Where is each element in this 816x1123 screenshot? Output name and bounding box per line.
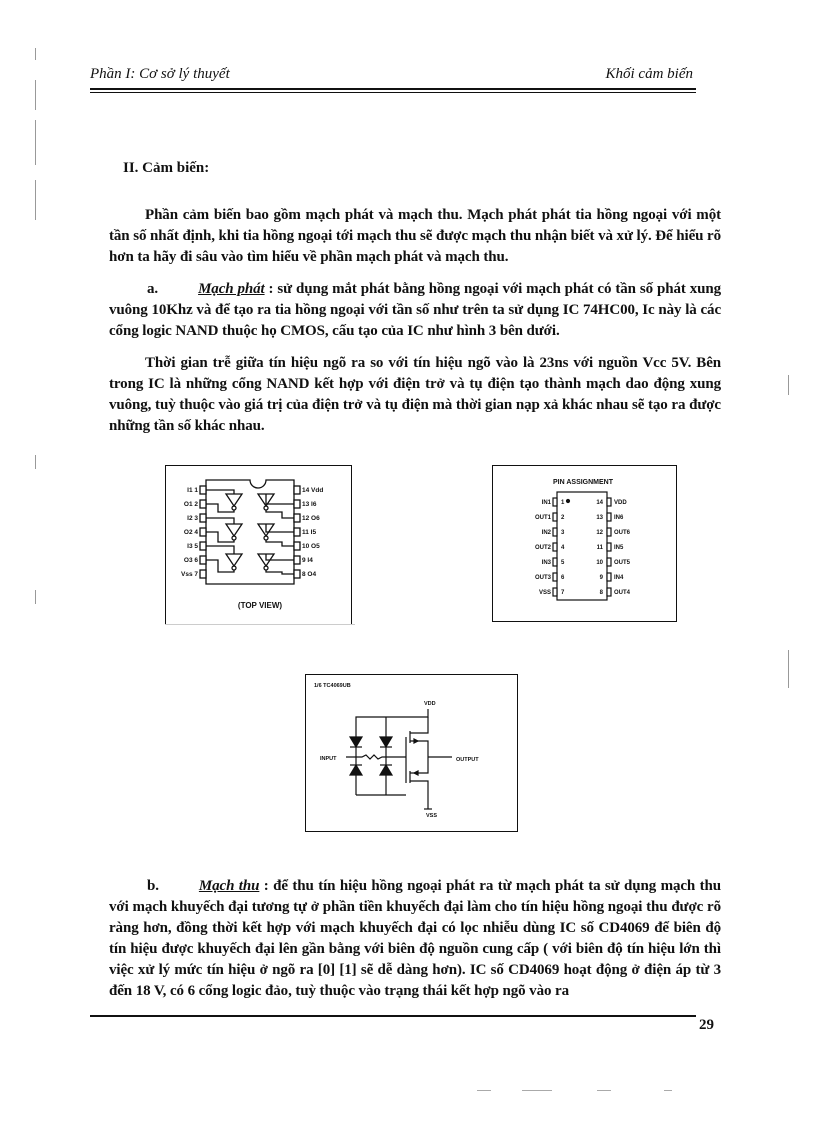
svg-text:14: 14 — [596, 500, 603, 506]
svg-text:IN2: IN2 — [541, 530, 551, 536]
svg-text:IN6: IN6 — [614, 515, 624, 521]
output-label: OUTPUT — [456, 757, 479, 763]
pin-label: 14 Vdd — [302, 487, 324, 494]
scan-line — [597, 1090, 611, 1091]
svg-text:OUT3: OUT3 — [534, 575, 551, 581]
paragraph-intro: Phần cảm biến bao gồm mạch phát và mạch thu. Mạch phát phát tia hồng ngoại với một tần số nhất định, khi tia hồng ngoại tới mạch thu sẽ được mạch thu nhận biết và xử lý. Để hiểu rõ hơn ta hãy đi sâu vào tìm hiểu về phần mạch phát và mạch thu. — [109, 207, 721, 265]
svg-text:12: 12 — [596, 530, 603, 536]
svg-text:11: 11 — [596, 545, 603, 551]
pin-label: O1 2 — [183, 501, 198, 508]
svg-text:OUT4: OUT4 — [614, 590, 631, 596]
svg-text:10: 10 — [596, 560, 603, 566]
pin-label: Vss 7 — [181, 571, 198, 578]
scan-line — [522, 1090, 552, 1091]
figure-caption: (TOP VIEW) — [237, 601, 283, 610]
pin-label: 10 O5 — [302, 543, 320, 550]
paragraph-a: a. Mạch phát : sử dụng mắt phát bằng hồng ngoại với mạch phát có tần số phát xung vuông 10Khz và để tạo ra tia hồng ngoại với tần số như trên ta sử dụng IC 74HC00, Ic này là các cổng logic NAND thuộc họ CMOS, cấu tạo của IC như hình 3 bên dưới. — [109, 281, 721, 339]
svg-text:9: 9 — [599, 575, 603, 581]
scan-margin-line — [35, 180, 36, 220]
figure-inverter-schematic — [305, 674, 518, 832]
svg-text:IN1: IN1 — [541, 500, 551, 506]
scan-margin-line — [788, 375, 789, 395]
svg-text:5: 5 — [561, 560, 565, 566]
svg-text:7: 7 — [561, 590, 565, 596]
pin-label: I1 1 — [187, 487, 198, 494]
scan-line — [477, 1090, 491, 1091]
pin-label: O2 4 — [183, 529, 198, 536]
paragraph-delay: Thời gian trễ giữa tín hiệu ngõ ra so với tín hiệu ngõ vào là 23ns với nguồn Vcc 5V. Bên trong IC là những cổng NAND kết hợp với điện trở và tụ điện tạo thành mạch dao động xung vuông, tuỳ thuộc vào giá trị của điện trở và tụ điện mà thời gian nạp xả khác nhau sẽ tạo ra được những tần số khác nhau. — [109, 355, 721, 434]
section-title: II. Cảm biến: — [123, 160, 210, 176]
pin-label: O3 6 — [183, 557, 198, 564]
page-number: 29 — [699, 1017, 714, 1033]
figure-pin-assignment — [492, 465, 677, 622]
figure-ic-top-view — [165, 465, 352, 625]
header-left: Phần I: Cơ sở lý thuyết — [90, 66, 230, 82]
pin-label: 9 I4 — [302, 557, 313, 564]
svg-text:VDD: VDD — [614, 500, 627, 506]
pin-assignment-title: PIN ASSIGNMENT — [552, 479, 614, 486]
schematic-title: 1/6 TC4069UB — [314, 683, 351, 689]
svg-text:1: 1 — [561, 500, 565, 506]
scan-margin-line — [35, 590, 36, 604]
svg-text:13: 13 — [596, 515, 603, 521]
scan-line — [165, 624, 355, 625]
svg-text:OUT6: OUT6 — [614, 530, 631, 536]
svg-text:2: 2 — [561, 515, 565, 521]
pin-label: 11 I5 — [302, 529, 317, 536]
svg-text:IN5: IN5 — [614, 545, 624, 551]
svg-text:6: 6 — [561, 575, 565, 581]
pin-label: 12 O6 — [302, 515, 320, 522]
pin-label: I3 5 — [187, 543, 198, 550]
svg-text:8: 8 — [599, 590, 603, 596]
scan-margin-line — [35, 80, 36, 110]
svg-text:OUT1: OUT1 — [534, 515, 551, 521]
header-rule-thin — [90, 92, 696, 93]
svg-text:VSS: VSS — [538, 590, 551, 596]
svg-text:IN4: IN4 — [614, 575, 624, 581]
pin-label: 13 I6 — [302, 501, 317, 508]
svg-text:4: 4 — [561, 545, 565, 551]
scan-margin-line — [788, 650, 789, 688]
scan-margin-line — [35, 455, 36, 469]
svg-text:IN3: IN3 — [541, 560, 551, 566]
header-right: Khối cảm biến — [605, 66, 693, 82]
footer-rule — [90, 1015, 696, 1017]
scan-line — [664, 1090, 672, 1091]
pin-label: I2 3 — [187, 515, 198, 522]
vdd-label: VDD — [424, 701, 436, 707]
svg-text:OUT2: OUT2 — [534, 545, 551, 551]
vss-label: VSS — [426, 813, 438, 819]
svg-text:3: 3 — [561, 530, 565, 536]
pin-label: 8 O4 — [302, 571, 317, 578]
svg-text:OUT5: OUT5 — [614, 560, 631, 566]
header-rule — [90, 88, 696, 90]
scan-margin-line — [35, 120, 36, 165]
input-label: INPUT — [320, 756, 337, 762]
term-mach-thu: Mạch thu — [198, 878, 260, 894]
paragraph-b: b. Mạch thu : để thu tín hiệu hồng ngoại phát ra từ mạch phát ta sử dụng mạch thu với mạch khuyếch đại tương tự ở phần tiền khuyếch đại làm cho tín hiệu hồng ngoại thu được rõ ràng hơn, đồng thời kết hợp với mạch khuyếch đại có lọc nhiễu dùng IC số CD4069 để biên độ tín hiệu được khuyếch đại lên gần bằng với biên độ nguồn cung cấp ( với biên độ tín hiệu lớn thì việc xử lý mức tín hiệu ở ngõ ra [0] [1] sẽ dễ dàng hơn). IC số CD4069 hoạt động ở điện áp từ 3 đến 18 V, có 6 cổng logic đảo, tuỳ thuộc vào trạng thái kết hợp ngõ vào ra — [109, 878, 721, 999]
scan-margin-line — [35, 48, 36, 60]
term-mach-phat: Mạch phát — [198, 281, 265, 297]
